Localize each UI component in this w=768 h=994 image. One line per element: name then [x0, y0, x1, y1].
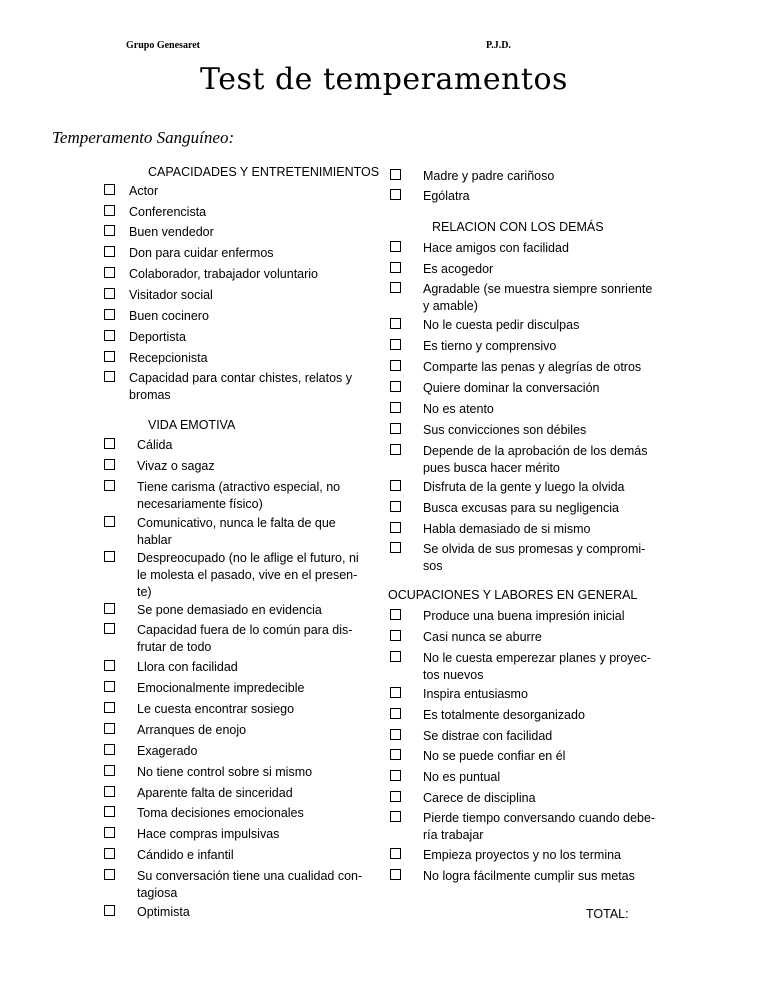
item-label [137, 550, 359, 601]
item-label-line: Se olvida de sus promesas y compromi- [423, 542, 646, 556]
item-label-line: Cálida [137, 438, 173, 452]
checkbox[interactable] [390, 423, 401, 434]
checkbox[interactable] [104, 551, 115, 562]
checkbox[interactable] [104, 288, 115, 299]
item-label-line: Ególatra [423, 189, 470, 203]
item-label [129, 204, 206, 221]
item-label-line: te) [137, 585, 152, 599]
item-label [423, 422, 586, 439]
checkbox[interactable] [104, 723, 115, 734]
item-label-line: Depende de la aprobación de los demás [423, 444, 648, 458]
checkbox[interactable] [104, 267, 115, 278]
item-label [137, 458, 215, 475]
item-label [423, 847, 621, 864]
item-label-line: Se distrae con facilidad [423, 729, 553, 743]
checkbox[interactable] [390, 542, 401, 553]
item-label-line: Capacidad fuera de lo común para dis- [137, 623, 353, 637]
item-label-line: Casi nunca se aburre [423, 630, 542, 644]
item-label-line: Actor [129, 184, 159, 198]
item-label [423, 629, 542, 646]
checkbox[interactable] [104, 869, 115, 880]
item-label [129, 266, 318, 283]
checkbox[interactable] [390, 651, 401, 662]
item-label-line: Habla demasiado de si mismo [423, 522, 591, 536]
checkbox[interactable] [390, 241, 401, 252]
item-label [423, 281, 652, 315]
item-label-line: No es puntual [423, 770, 501, 784]
item-label [423, 707, 585, 724]
item-label-line: Disfruta de la gente y luego la olvida [423, 480, 625, 494]
item-label-line: Buen vendedor [129, 225, 214, 239]
item-label-line: Buen cocinero [129, 309, 209, 323]
checkbox[interactable] [104, 225, 115, 236]
item-label [423, 188, 470, 205]
item-label-line: Es totalmente desorganizado [423, 708, 585, 722]
item-label-line: ría trabajar [423, 828, 484, 842]
item-label [423, 317, 579, 334]
checkbox[interactable] [390, 729, 401, 740]
item-label-line: Llora con facilidad [137, 660, 238, 674]
checkbox[interactable] [104, 205, 115, 216]
item-label-line: No se puede confiar en él [423, 749, 566, 763]
page-title: Test de temperamentos [200, 62, 568, 97]
item-label [423, 728, 552, 745]
item-label-line: No tiene control sobre si mismo [137, 765, 313, 779]
item-label-line: Carece de disciplina [423, 791, 536, 805]
item-label-line: tos nuevos [423, 668, 484, 682]
item-label [423, 380, 599, 397]
item-label [137, 743, 197, 760]
section-heading-vida-emotiva: VIDA EMOTIVA [148, 418, 236, 432]
item-label-line: Quiere dominar la conversación [423, 381, 600, 395]
section-heading-ocupaciones: OCUPACIONES Y LABORES EN GENERAL [388, 588, 638, 602]
item-label [423, 500, 619, 517]
item-label-line: Es tierno y comprensivo [423, 339, 557, 353]
item-label [137, 847, 234, 864]
item-label-line: Agradable (se muestra siempre sonriente [423, 282, 653, 296]
item-label [423, 443, 647, 477]
checkbox[interactable] [390, 381, 401, 392]
checkbox[interactable] [104, 660, 115, 671]
checkbox[interactable] [390, 708, 401, 719]
checkbox[interactable] [104, 905, 115, 916]
checkbox[interactable] [104, 827, 115, 838]
item-label [423, 359, 641, 376]
checkbox[interactable] [390, 791, 401, 802]
checkbox[interactable] [104, 309, 115, 320]
item-label [423, 608, 625, 625]
item-label [129, 287, 213, 304]
item-label [423, 479, 625, 496]
temperament-subtitle: Temperamento Sanguíneo: [52, 128, 235, 147]
checkbox[interactable] [104, 806, 115, 817]
item-label-line: No es atento [423, 402, 494, 416]
checkbox[interactable] [104, 459, 115, 470]
checkbox[interactable] [104, 246, 115, 257]
item-label-line: Aparente falta de sinceridad [137, 786, 293, 800]
item-label-line: Conferencista [129, 205, 207, 219]
checkbox[interactable] [104, 744, 115, 755]
checkbox[interactable] [390, 262, 401, 273]
item-label-line: Exagerado [137, 744, 198, 758]
item-label [423, 748, 565, 765]
checkbox[interactable] [390, 339, 401, 350]
item-label [137, 722, 246, 739]
item-label [423, 868, 635, 885]
checkbox[interactable] [104, 480, 115, 491]
checkbox[interactable] [104, 438, 115, 449]
checkbox[interactable] [390, 360, 401, 371]
item-label-line: Optimista [137, 905, 190, 919]
item-label [137, 904, 190, 921]
item-label-line: Se pone demasiado en evidencia [137, 603, 322, 617]
checkbox[interactable] [390, 402, 401, 413]
item-label-line: Deportista [129, 330, 186, 344]
checkbox[interactable] [390, 848, 401, 859]
item-label-line: frutar de todo [137, 640, 212, 654]
item-label-line: Inspira entusiasmo [423, 687, 528, 701]
item-label [137, 826, 279, 843]
item-label-line: Vivaz o sagaz [137, 459, 215, 473]
item-label-line: bromas [129, 388, 171, 402]
checkbox[interactable] [390, 480, 401, 491]
item-label [129, 308, 209, 325]
item-label-line: Empieza proyectos y no los termina [423, 848, 622, 862]
header-right: P.J.D. [486, 40, 511, 51]
item-label-line: No le cuesta emperezar planes y proyec- [423, 651, 651, 665]
checkbox[interactable] [104, 371, 115, 382]
item-label [423, 521, 590, 538]
item-label [129, 329, 186, 346]
item-label-line: pues busca hacer mérito [423, 461, 560, 475]
item-label-line: sos [423, 559, 443, 573]
item-label-line: y amable) [423, 299, 478, 313]
item-label-line: Cándido e infantil [137, 848, 234, 862]
item-label-line: Despreocupado (no le aflige el futuro, ni [137, 551, 359, 565]
checkbox[interactable] [390, 444, 401, 455]
item-label-line: Pierde tiempo conversando cuando debe- [423, 811, 656, 825]
item-label [423, 810, 655, 844]
item-label [137, 659, 238, 676]
item-label-line: Recepcionista [129, 351, 208, 365]
item-label [423, 769, 500, 786]
item-label [137, 764, 312, 781]
item-label [423, 650, 651, 684]
checkbox[interactable] [390, 869, 401, 880]
checkbox[interactable] [390, 282, 401, 293]
item-label-line: Comparte las penas y alegrías de otros [423, 360, 642, 374]
checkbox[interactable] [104, 184, 115, 195]
total-label: TOTAL: [586, 907, 629, 921]
item-label [423, 338, 556, 355]
item-label [137, 479, 340, 513]
checkbox[interactable] [390, 189, 401, 200]
checkbox[interactable] [390, 169, 401, 180]
item-label [137, 515, 336, 549]
item-label-line: Visitador social [129, 288, 213, 302]
item-label-line: Emocionalmente impredecible [137, 681, 305, 695]
item-label-line: le molesta el pasado, vive en el presen- [137, 568, 358, 582]
checkbox[interactable] [104, 848, 115, 859]
item-label [137, 701, 294, 718]
checkbox[interactable] [104, 681, 115, 692]
item-label [423, 790, 536, 807]
checkbox[interactable] [390, 811, 401, 822]
checkbox[interactable] [104, 330, 115, 341]
item-label-line: Comunicativo, nunca le falta de que [137, 516, 336, 530]
item-label-line: necesariamente físico) [137, 497, 263, 511]
item-label [423, 686, 528, 703]
item-label-line: No logra fácilmente cumplir sus metas [423, 869, 635, 883]
checkbox[interactable] [390, 630, 401, 641]
checkbox[interactable] [104, 765, 115, 776]
item-label-line: Hace compras impulsivas [137, 827, 280, 841]
item-label-line: Es acogedor [423, 262, 494, 276]
item-label [423, 541, 645, 575]
checkbox[interactable] [104, 702, 115, 713]
item-label [423, 261, 493, 278]
checkbox[interactable] [390, 609, 401, 620]
item-label [129, 350, 208, 367]
checkbox[interactable] [390, 687, 401, 698]
item-label [423, 240, 569, 257]
item-label-line: Tiene carisma (atractivo especial, no [137, 480, 341, 494]
item-label-line: Don para cuidar enfermos [129, 246, 274, 260]
item-label [137, 622, 352, 656]
item-label [423, 168, 554, 185]
item-label [423, 401, 494, 418]
item-label [129, 183, 158, 200]
item-label [137, 602, 322, 619]
item-label-line: Busca excusas para su negligencia [423, 501, 619, 515]
checkbox[interactable] [104, 623, 115, 634]
item-label-line: hablar [137, 533, 172, 547]
checkbox[interactable] [390, 749, 401, 760]
item-label-line: tagiosa [137, 886, 178, 900]
item-label [129, 224, 214, 241]
item-label [129, 245, 274, 262]
checkbox[interactable] [104, 351, 115, 362]
item-label [137, 805, 304, 822]
item-label [129, 370, 352, 404]
header-left: Grupo Genesaret [126, 40, 200, 51]
item-label [137, 868, 362, 902]
checkbox[interactable] [390, 501, 401, 512]
item-label-line: Le cuesta encontrar sosiego [137, 702, 295, 716]
checkbox[interactable] [390, 770, 401, 781]
section-heading-relacion: RELACION CON LOS DEMÁS [432, 220, 604, 234]
item-label-line: Produce una buena impresión inicial [423, 609, 625, 623]
section-heading-capacidades: CAPACIDADES Y ENTRETENIMIENTOS [148, 165, 380, 179]
item-label-line: Su conversación tiene una cualidad con- [137, 869, 363, 883]
item-label [137, 785, 293, 802]
item-label-line: No le cuesta pedir disculpas [423, 318, 580, 332]
checkbox[interactable] [104, 603, 115, 614]
checkbox[interactable] [390, 318, 401, 329]
item-label-line: Colaborador, trabajador voluntario [129, 267, 319, 281]
checkbox[interactable] [104, 786, 115, 797]
checkbox[interactable] [390, 522, 401, 533]
item-label-line: Toma decisiones emocionales [137, 806, 304, 820]
item-label-line: Hace amigos con facilidad [423, 241, 569, 255]
checkbox[interactable] [104, 516, 115, 527]
item-label-line: Capacidad para contar chistes, relatos y [129, 371, 353, 385]
item-label [137, 680, 304, 697]
item-label-line: Madre y padre cariñoso [423, 169, 555, 183]
item-label [137, 437, 172, 454]
item-label-line: Arranques de enojo [137, 723, 247, 737]
item-label-line: Sus convicciones son débiles [423, 423, 587, 437]
